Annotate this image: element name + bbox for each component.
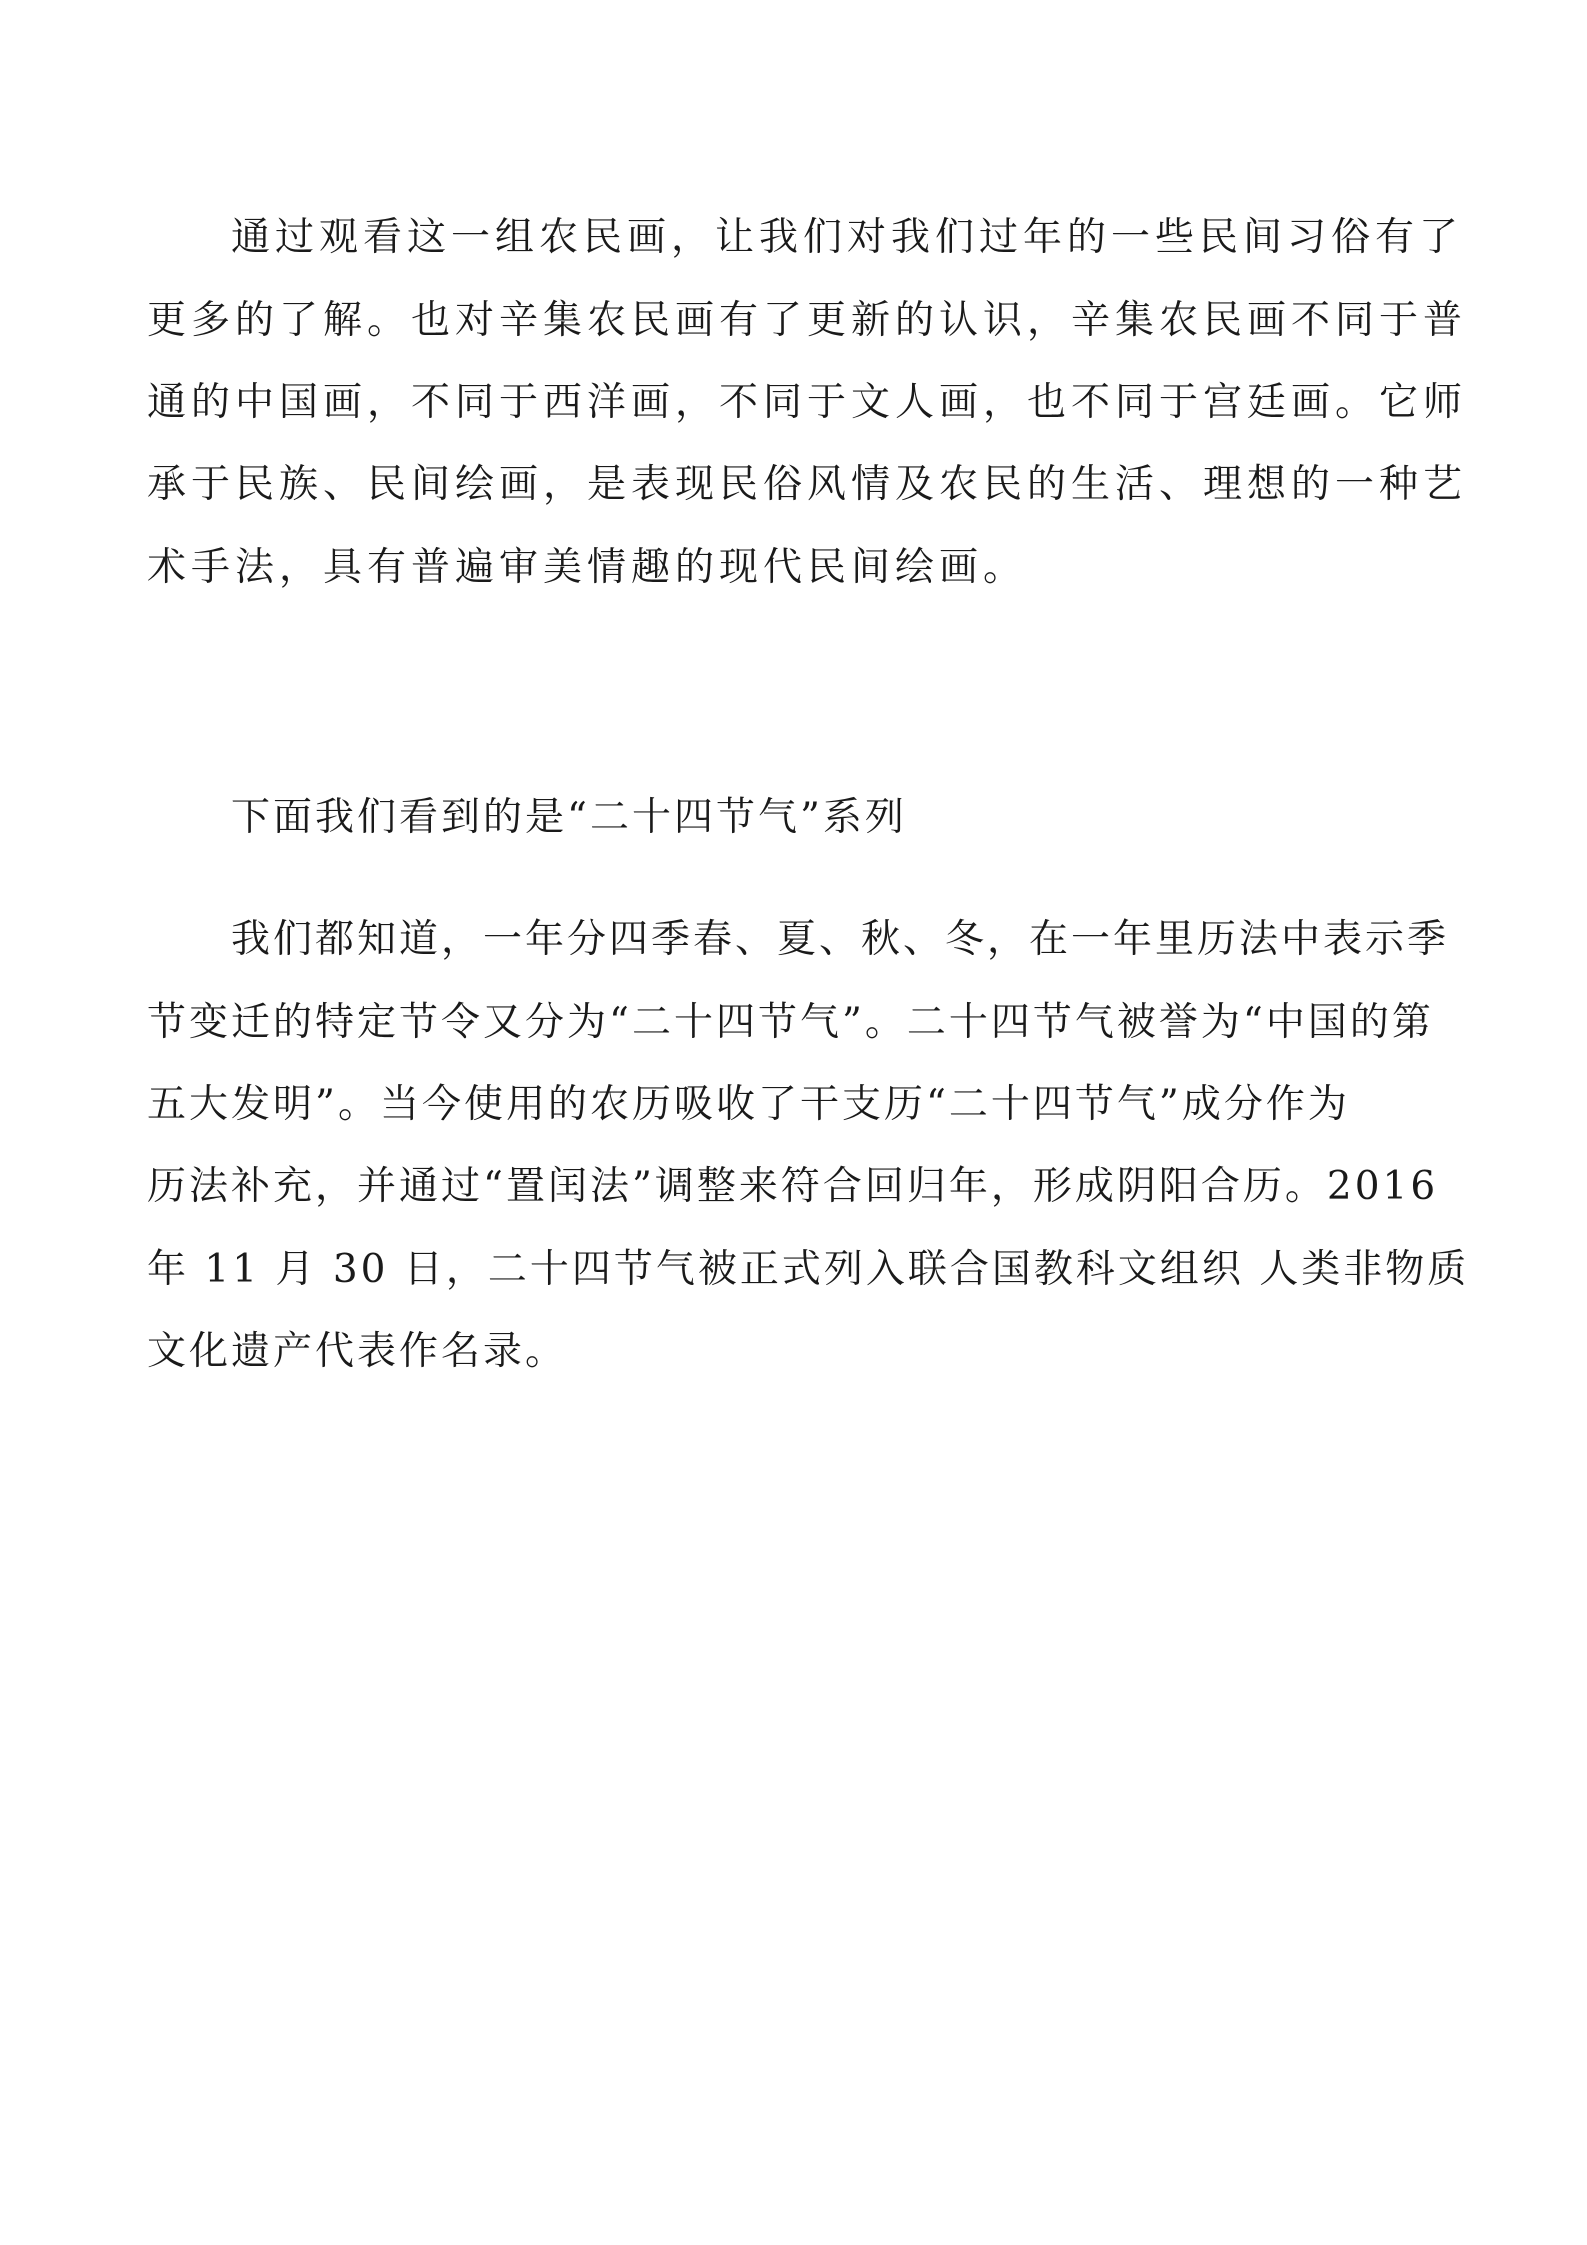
paragraph-line: 年 11 月 30 日，二十四节气被正式列入联合国教科文组织 人类非物质	[147, 1247, 1470, 1292]
paragraph-line: 通的中国画，不同于西洋画，不同于文人画，也不同于宫廷画。它师	[147, 380, 1468, 425]
paragraph-line: 更多的了解。也对辛集农民画有了更新的认识，辛集农民画不同于普	[147, 298, 1468, 343]
paragraph-line: 节变迁的特定节令又分为“二十四节气”。二十四节气被誉为“中国的第	[147, 1000, 1434, 1045]
paragraph-line: 通过观看这一组农民画，让我们对我们过年的一些民间习俗有了	[231, 215, 1464, 260]
paragraph-line: 文化遗产代表作名录。	[147, 1329, 568, 1374]
paragraph-line: 历法补充，并通过“置闰法”调整来符合回归年，形成阴阳合历。2016	[147, 1164, 1439, 1209]
paragraph-line: 五大发明”。当今使用的农历吸收了干支历“二十四节气”成分作为	[147, 1082, 1350, 1127]
section-intro-line: 下面我们看到的是“二十四节气”系列	[231, 795, 907, 840]
paragraph-line: 承于民族、民间绘画，是表现民俗风情及农民的生活、理想的一种艺	[147, 462, 1468, 507]
paragraph-line: 我们都知道，一年分四季春、夏、秋、冬，在一年里历法中表示季	[231, 917, 1450, 962]
paragraph-line: 术手法，具有普遍审美情趣的现代民间绘画。	[147, 545, 1028, 590]
